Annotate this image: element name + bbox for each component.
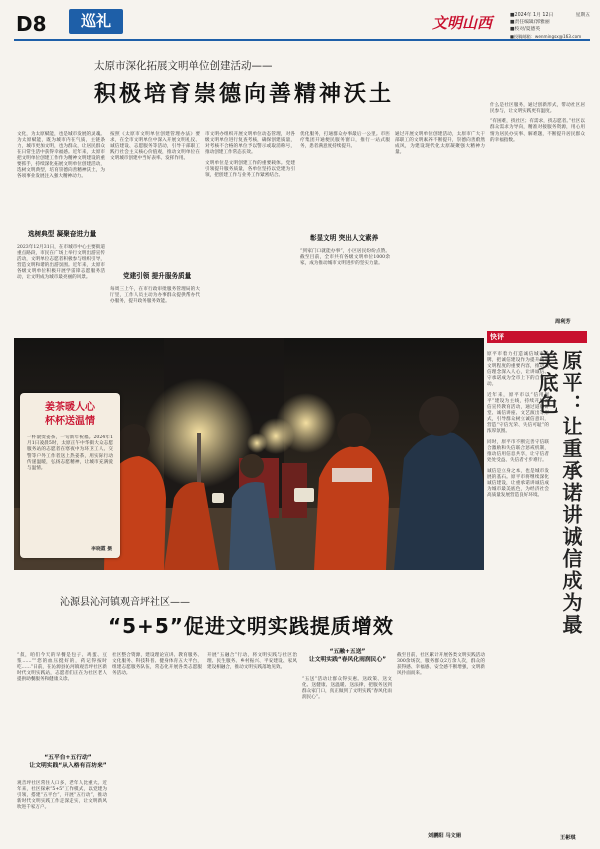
- lead-kicker: 太原市深化拓展文明单位创建活动——: [94, 60, 273, 72]
- commentary-byline: 王彬琪: [560, 835, 576, 841]
- lead-subhead-2: 党建引领 提升服务质量: [123, 272, 192, 280]
- right-paragraph: 什么是社区服务，通过创新形式，带动社区居民参与，让文明实践更有温度。: [490, 102, 585, 114]
- second-col-2: [112, 648, 202, 836]
- lead-col-2: [110, 127, 200, 267]
- photo-credit: 李晓霞 摄: [91, 547, 112, 552]
- masthead-rule: [14, 39, 590, 41]
- lead-paragraph: 文明单位是文明创建工作的重要载体。党建引领提升服务质量，各单位坚持以党建为引领，把创建工作与业务工作紧密结合。: [205, 160, 295, 178]
- lead-col-1b: [17, 240, 105, 310]
- editor-line: ■责任编辑/郭雅丽: [510, 20, 550, 25]
- section-tab: 巡礼: [69, 9, 123, 34]
- right-byline: 周利芳: [555, 319, 571, 325]
- paper-logo: 文明山西: [432, 14, 493, 32]
- lead-paragraph: 文化，为太原赋能，也是城市发展的灵魂。为太原赋能，既为城市内在气质，主链条力，城市更加文明，也为群众，让居民群众在日常生活中获得幸福感。近年来，太原市把文明单位创建工作作为精神文明建设的重要抓手，持续深化拓展文明单位创建活动，选树文明典型，培育崇德向善精神沃土，为各项事业发展注入强大精神动力。: [17, 131, 105, 180]
- commentary-headline: 原平：让重承诺讲诚信成为最美底色: [535, 350, 583, 636]
- second-subhead-2: “五融+五送” 让文明实践“春风化雨润民心”: [308, 649, 387, 663]
- second-col-1: [17, 648, 107, 748]
- second-headline: “5+5”促进文明实践提质增效: [108, 614, 394, 638]
- lead-col-5: [395, 127, 485, 312]
- page-number: D8: [16, 12, 47, 36]
- photo-caption-box: [20, 393, 120, 558]
- commentary-banner-label: 快评: [490, 333, 504, 341]
- layout-line: ■校对/夏德英: [510, 27, 541, 32]
- weekday: 星期五: [575, 13, 590, 18]
- photo-caption-title: 姜茶暖人心 杯杯送温情: [45, 402, 95, 427]
- lead-col-2b: [110, 282, 200, 312]
- second-subhead-1: “五平台+五行动” 让文明实践“从入格有百坊来”: [29, 755, 107, 769]
- lead-headline: 积极培育崇德向善精神沃土: [94, 82, 395, 107]
- right-col-text: [490, 98, 585, 313]
- second-col-1b: [17, 776, 107, 836]
- second-paragraph: 观音坪社区常住人口多，老年人比重大。近年来，社区探索“5+5”工作模式，以党建为引领，搭建“五平台”，开展“五行动”，推动新时代文明实践工作走深走实，让文明新风吹进千家万户。: [17, 780, 107, 810]
- second-col-4: [302, 672, 392, 836]
- lead-paragraph: 通过开展文明单位创建活动，太原市广大干部职工的文明素养不断提升，崇德向善蔚然成风，为建设现代化太原凝聚强大精神力量。: [395, 131, 485, 155]
- second-paragraph: “五送”活动让群众得实惠。送政策、送文化、送健康、送温暖、送法律，把服务送到群众家门口，真正做到了文明实践“春风化雨润民心”。: [302, 676, 392, 700]
- second-paragraph: 开展“五融合”行动，将文明实践与社区治理、民生服务、乡村振兴、平安建设、家风建设相融合，推动文明实践落地见效。: [207, 652, 297, 670]
- commentary-paragraph: 同时，原平市不断完善守信联合激励和失信联合惩戒机制，推动信用信息共享，让守信者处处受益、失信者寸步难行。: [487, 440, 549, 464]
- second-paragraph: 截至目前，社区累计开展各类文明实践活动300余场次，服务群众2万余人次，群众的获得感、幸福感、安全感不断增强，文明新风扑面而来。: [397, 652, 485, 676]
- masthead-meta: [510, 12, 590, 40]
- commentary-banner: [487, 331, 587, 343]
- lead-subhead-1: 选树典型 凝聚奋进力量: [28, 230, 97, 238]
- lead-col-4: [300, 127, 390, 227]
- second-kicker: 沁源县沁河镇观音坪社区——: [60, 597, 190, 608]
- lead-paragraph: 市文明办组织开展文明单位动态管理，对各级文明单位进行复查考核，确保创建质量，对考核不合格的单位予以警示或取消称号，推动创建工作常态长效。: [205, 131, 295, 155]
- commentary-paragraph: 近年来，原平市以“信用原平”建设为主线，持续开展诚信宣传教育活动，通过道德讲堂、诚信讲座、文艺演出等形式，引导群众树立诚信意识，营造“守信光荣、失信可耻”的浓厚氛围。: [487, 392, 549, 435]
- photo-caption-text: 一杯滚烫姜茶，一句新年祝福。2024年1月1日凌晨5时，太原正午中华街大众志愿服务站的志愿者在寒夜中为环卫工人、交警等户外工作者送上热姜茶，用实际行动传递温暖，弘扬志愿精神，让城市充满爱与温情。: [27, 435, 113, 472]
- lead-paragraph: 优化服务，打通群众办事最后一公里。市医疗集团开通便民服务窗口，推行一站式服务，患者满意度持续提升。: [300, 131, 390, 149]
- lead-paragraph: 每周三上午，在市行政审批服务管理局的大厅里，工作人员主动为办事群众提供帮办代办服务，提升政务服务效能。: [110, 286, 200, 304]
- lead-paragraph: 2023年12月31日，在市城市中心主要街道重点路段，市民在广场上举行文明出游宣传活动，文明单位志愿者积极参与组织引导，营造文明和谐的出游氛围。近年来，太原市各级文明单位积极开展学雷锋志愿服务活动，让文明成为城市最亮丽的风景。: [17, 244, 105, 281]
- right-paragraph: “有困难，找社区；有需求，找志愿者。”社区以群众需求为导向，精准对接服务资源，用心用情为居民办实事、解难题，不断提升居民群众的幸福指数。: [490, 119, 585, 143]
- second-col-5: [397, 648, 485, 826]
- lead-paragraph: 按照《太原市文明单位创建管理办法》要求，在全市文明单位中深入开展文明礼仪、诚信建设、志愿服务等活动，引导干部职工践行社会主义核心价值观，推动文明单位在文明城市创建中当好表率、发挥作用。: [110, 131, 200, 161]
- commentary-paragraph: 原平市着力打造诚信城市品牌，把诚信建设作为提升城市文明程度的重要内容，推动诚信理念深入人心，让讲诚信、守承诺成为全市上下的自觉行动。: [487, 351, 549, 388]
- second-byline: 刘鹏阳 马文娟: [428, 833, 461, 839]
- email-line: ■投稿邮箱：wenmingsx@163.com: [510, 34, 582, 39]
- lead-col-4b: [300, 244, 390, 312]
- second-paragraph: “叔，咱们今天的早餐是包子、鸡蛋、豆浆……”“您的血压挺好的，药记得按时吃……”日前，在沁源县沁河镇观音坪社区新时代文明实践站，志愿者们正在为社区老人提供助餐服务和健康义诊。: [17, 652, 107, 682]
- second-col-3: [207, 648, 297, 836]
- lead-subhead-3: 彰显文明 突出人文素养: [310, 234, 379, 242]
- news-photo: [14, 338, 484, 570]
- lead-col-3: [205, 127, 295, 312]
- lead-paragraph: “到家门口就能办事”，小区居民纷纷点赞。截至目前，全市共有各级文明单位1000余家，成为推动城市文明进步的坚实力量。: [300, 248, 390, 266]
- second-paragraph: 社区整合资源，建设理论宣讲、教育服务、文化服务、科技科普、健身体育五大平台，组建志愿服务队伍，常态化开展各类志愿服务活动。: [112, 652, 202, 676]
- lead-col-1: [17, 127, 105, 222]
- commentary-paragraph: 诚信是立身之本，也是城市发展的基石。原平市将继续深化诚信建设，让重承诺讲诚信成为城市最美底色，为经济社会高质量发展营造良好环境。: [487, 468, 549, 499]
- commentary-text: [487, 347, 549, 830]
- issue-date: ■2024年 1月 12日: [510, 13, 554, 18]
